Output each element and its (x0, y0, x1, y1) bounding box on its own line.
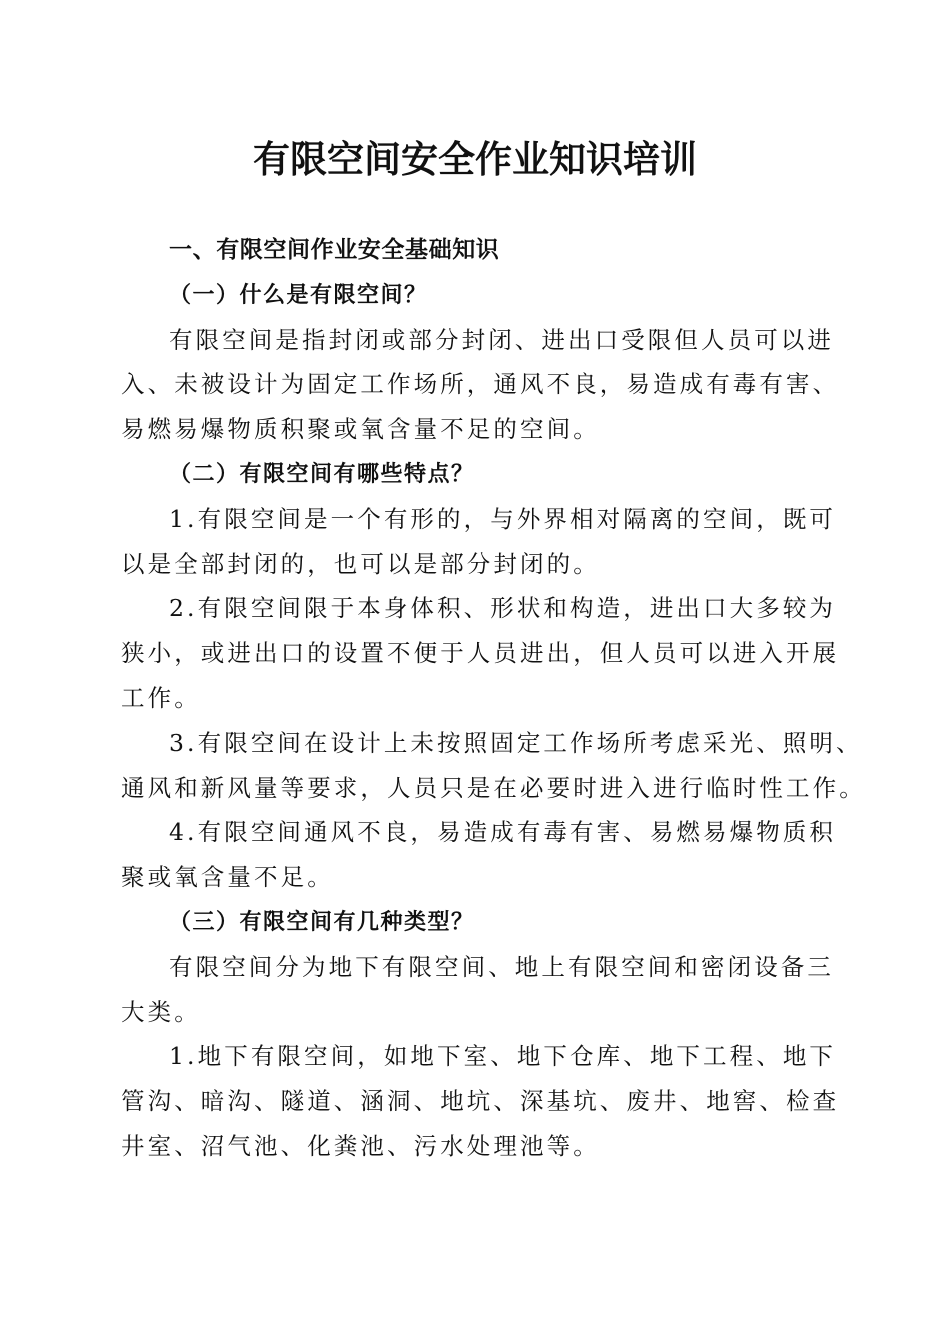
paragraph-line: 易燃易爆物质积聚或氧含量不足的空间。 (121, 415, 600, 444)
paragraph-line: 4.有限空间通风不良，易造成有毒有害、易燃易爆物质积 (169, 818, 837, 847)
paragraph-line: 以是全部封闭的，也可以是部分封闭的。 (121, 549, 600, 578)
paragraph-line: 工作。 (121, 683, 201, 712)
paragraph-line: 大类。 (121, 997, 201, 1026)
subsection-heading: （一）什么是有限空间？ (169, 281, 428, 308)
paragraph-line: 3.有限空间在设计上未按照固定工作场所考虑采光、照明、 (169, 728, 863, 757)
document-body (121, 228, 866, 1169)
paragraph-line: 入、未被设计为固定工作场所，通风不良，易造成有毒有害、 (121, 370, 840, 399)
subsection-heading: （二）有限空间有哪些特点？ (169, 460, 475, 487)
paragraph-line: 1.地下有限空间，如地下室、地下仓库、地下工程、地下 (169, 1042, 837, 1071)
paragraph-line: 通风和新风量等要求，人员只是在必要时进入进行临时性工作。 (121, 773, 866, 802)
paragraph-line: 管沟、暗沟、隧道、涵洞、地坑、深基坑、废井、地窖、检查 (121, 1087, 840, 1116)
document-title: 有限空间安全作业知识培训 (253, 137, 697, 181)
paragraph-line: 1.有限空间是一个有形的，与外界相对隔离的空间，既可 (169, 504, 837, 533)
paragraph-line: 井室、沼气池、化粪池、污水处理池等。 (121, 1131, 600, 1160)
paragraph-line: 有限空间是指封闭或部分封闭、进出口受限但人员可以进 (169, 325, 834, 354)
paragraph-line: 狭小，或进出口的设置不便于人员进出，但人员可以进入开展 (121, 639, 840, 668)
paragraph-line: 有限空间分为地下有限空间、地上有限空间和密闭设备三 (169, 952, 834, 981)
paragraph-line: 2.有限空间限于本身体积、形状和构造，进出口大多较为 (169, 594, 837, 623)
subsection-heading: （三）有限空间有几种类型？ (169, 908, 475, 935)
section-heading: 一、有限空间作业安全基础知识 (169, 237, 500, 263)
paragraph-line: 聚或氧含量不足。 (121, 863, 334, 892)
